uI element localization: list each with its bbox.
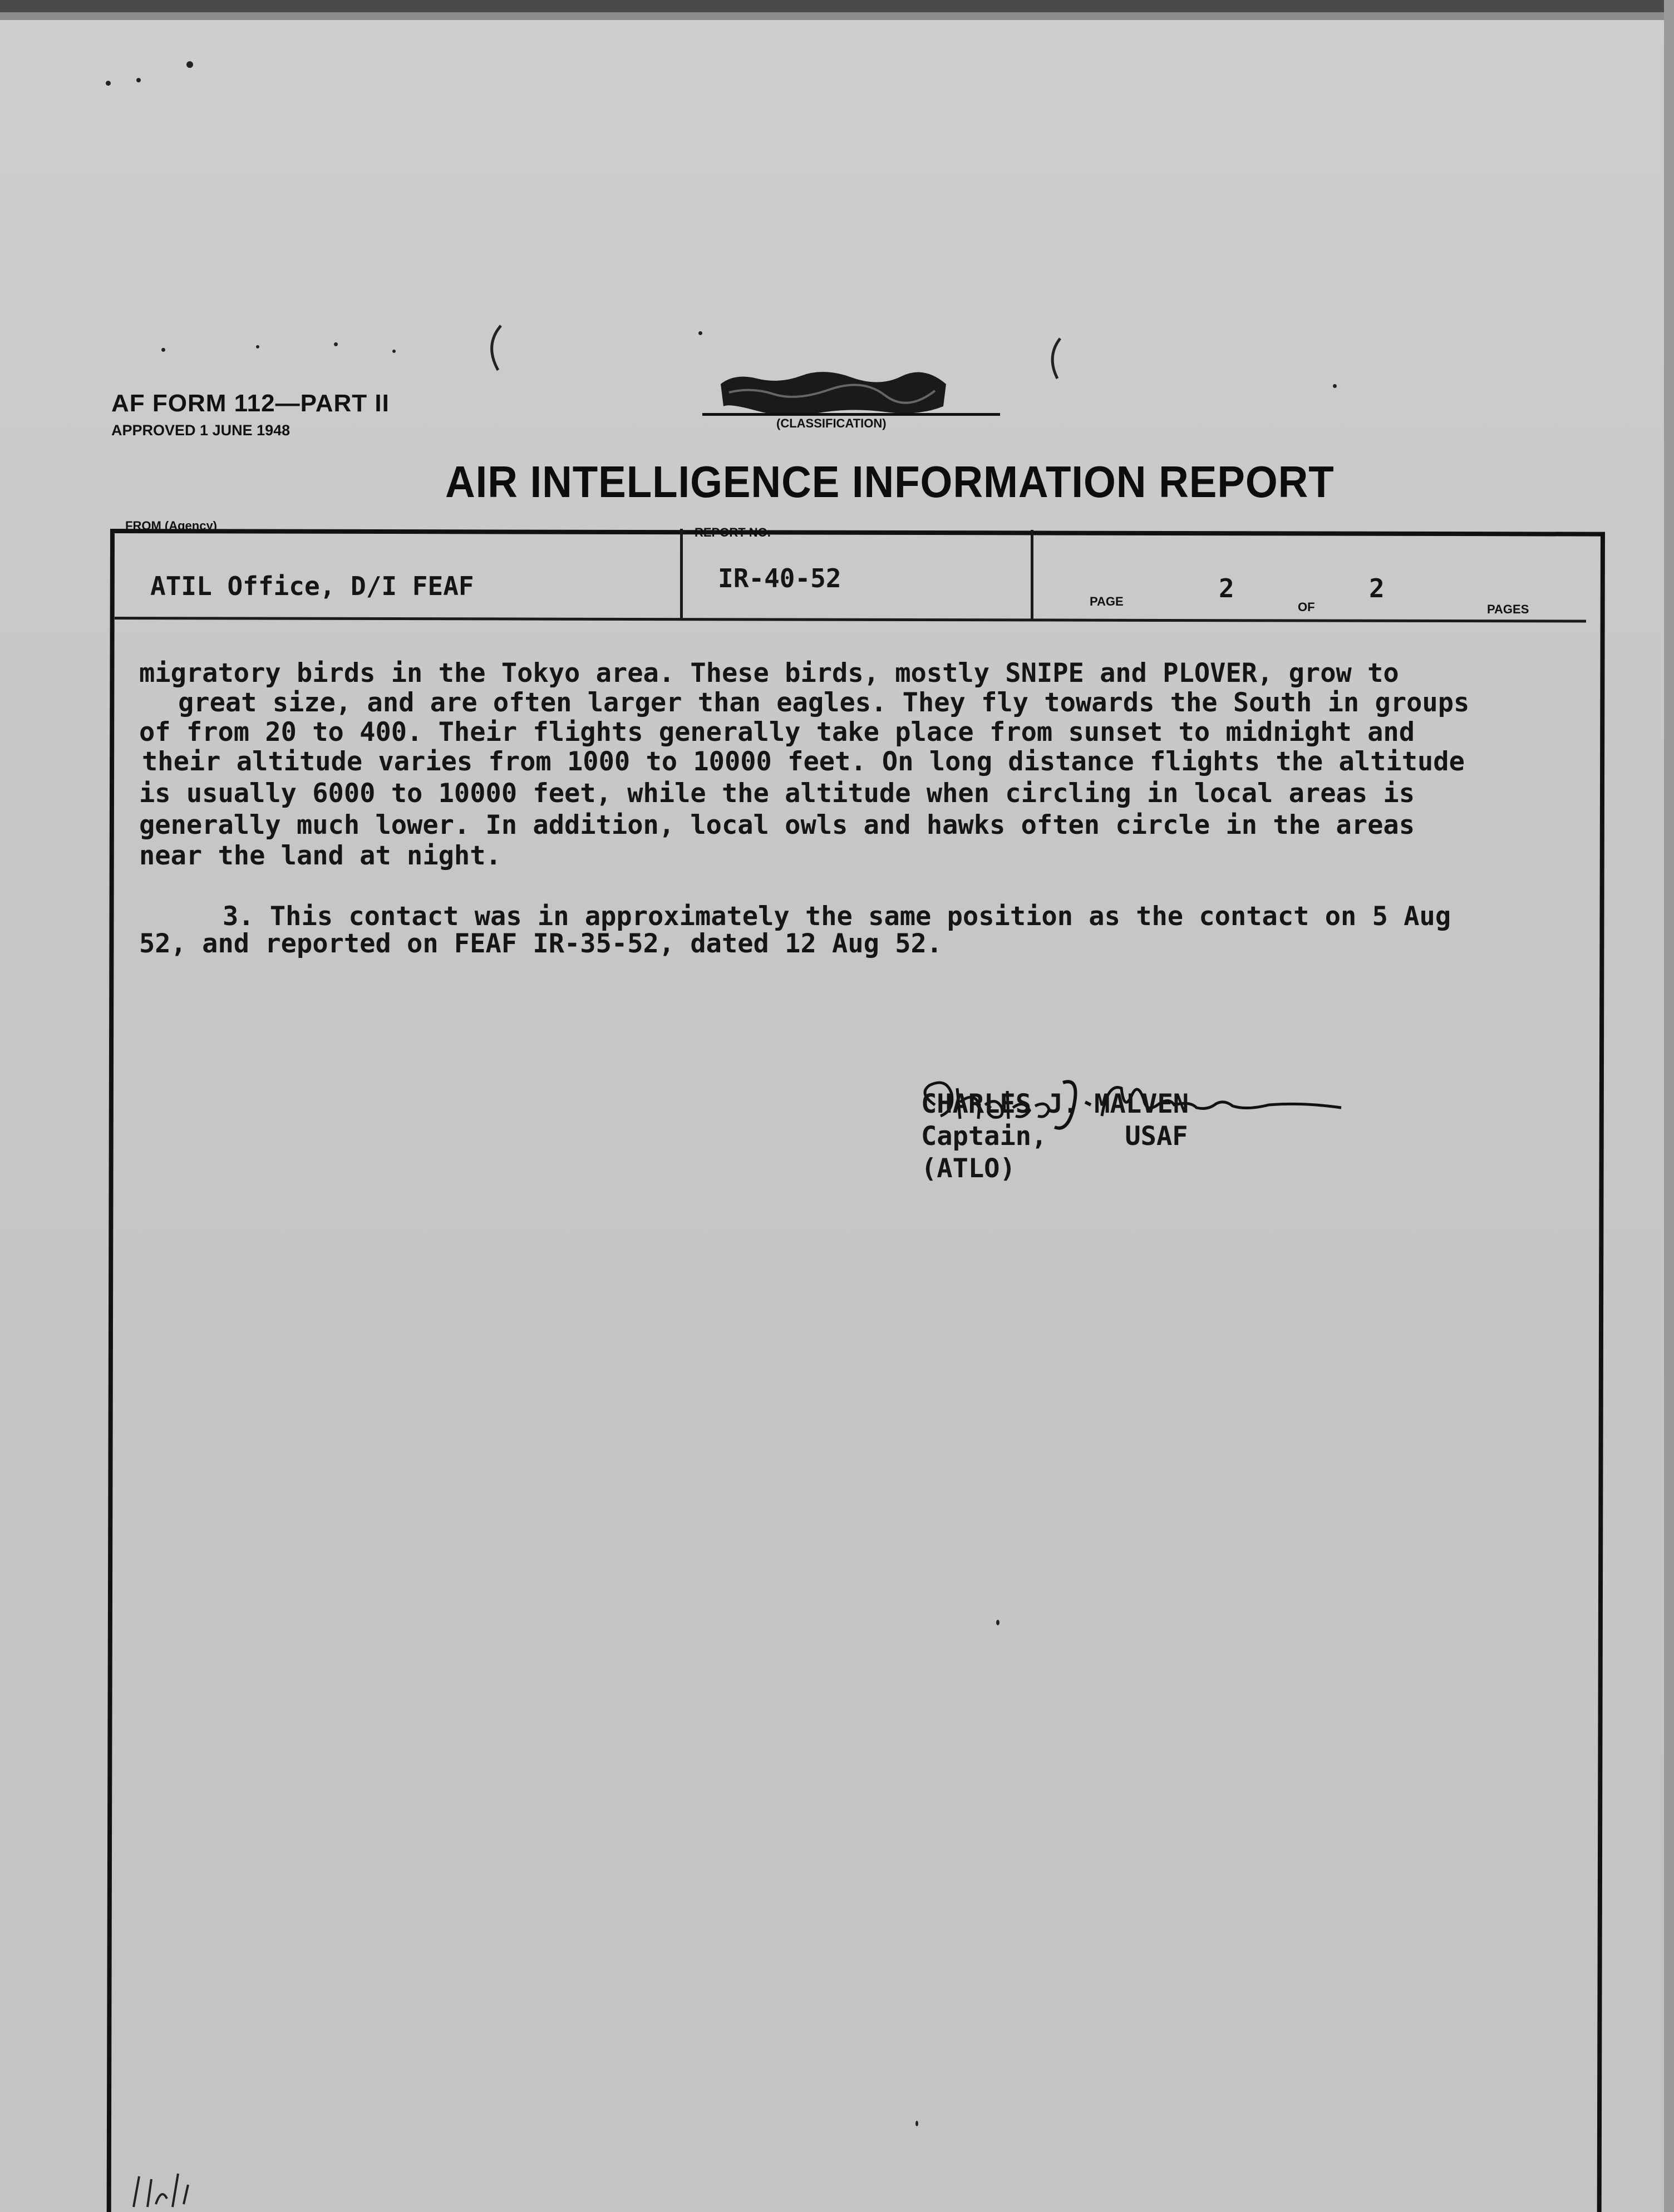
scan-speck <box>392 350 396 353</box>
scan-speck <box>334 342 338 346</box>
signer-rank: Captain, <box>921 1121 1047 1152</box>
signer-name: CHARLES J. MALVEN <box>921 1089 1189 1119</box>
of-label: OF <box>1298 600 1315 614</box>
scan-speck <box>186 61 193 68</box>
report-body <box>139 657 1564 960</box>
body-line: generally much lower. In addition, local owls and hawks often circle in the areas <box>139 810 1415 840</box>
from-label: FROM (Agency) <box>125 519 217 533</box>
scan-speck <box>136 78 141 82</box>
handwritten-marks <box>122 2165 234 2210</box>
body-line: great size, and are often larger than eagles. They fly towards the South in groups <box>178 687 1470 718</box>
scan-top-edge <box>0 0 1674 12</box>
body-line: migratory birds in the Tokyo area. These birds, mostly SNIPE and PLOVER, grow to <box>139 658 1399 689</box>
page-label: PAGE <box>1090 594 1124 608</box>
scan-speck <box>1333 384 1337 388</box>
page-number: 2 <box>1219 573 1234 603</box>
report-title: AIR INTELLIGENCE INFORMATION REPORT <box>445 457 1335 507</box>
pages-label: PAGES <box>1487 602 1529 616</box>
classification-label: (CLASSIFICATION) <box>776 416 887 430</box>
scan-top-shadow <box>0 12 1674 20</box>
header-divider <box>1031 530 1033 619</box>
open-paren-mark <box>1041 334 1069 384</box>
scan-speck <box>256 345 259 348</box>
from-value: ATIL Office, D/I FEAF <box>150 571 474 601</box>
signer-rank-line <box>921 1120 1189 1153</box>
body-line: of from 20 to 400. Their flights generally take place from sunset to midnight and <box>139 717 1415 748</box>
item-3-line: 3. This contact was in approximately the same position as the contact on 5 Aug <box>223 901 1451 932</box>
classification-underline <box>702 413 1000 416</box>
signer-office: (ATLO) <box>921 1153 1016 1184</box>
scan-speck <box>698 331 702 335</box>
scan-speck <box>106 81 111 86</box>
item-3-line: 52, and reported on FEAF IR-35-52, dated 12 Aug 52. <box>139 928 943 959</box>
body-line: their altitude varies from 1000 to 10000 feet. On long distance flights the altitude <box>142 746 1465 777</box>
signature-block <box>921 1088 1189 1185</box>
header-divider <box>680 529 683 619</box>
form-approved-date: APPROVED 1 JUNE 1948 <box>111 422 291 439</box>
signer-service: USAF <box>1125 1121 1188 1152</box>
open-paren-mark <box>479 320 512 376</box>
scan-speck <box>161 348 165 352</box>
body-line: near the land at night. <box>139 840 501 871</box>
report-no-value: IR-40-52 <box>718 563 841 593</box>
scan-right-edge <box>1664 0 1674 2212</box>
total-pages: 2 <box>1369 573 1385 603</box>
form-id: AF FORM 112—PART II <box>111 390 390 417</box>
body-line: is usually 6000 to 10000 feet, while the altitude when circling in local areas is <box>139 778 1415 809</box>
report-no-label: REPORT NO. <box>695 525 771 539</box>
